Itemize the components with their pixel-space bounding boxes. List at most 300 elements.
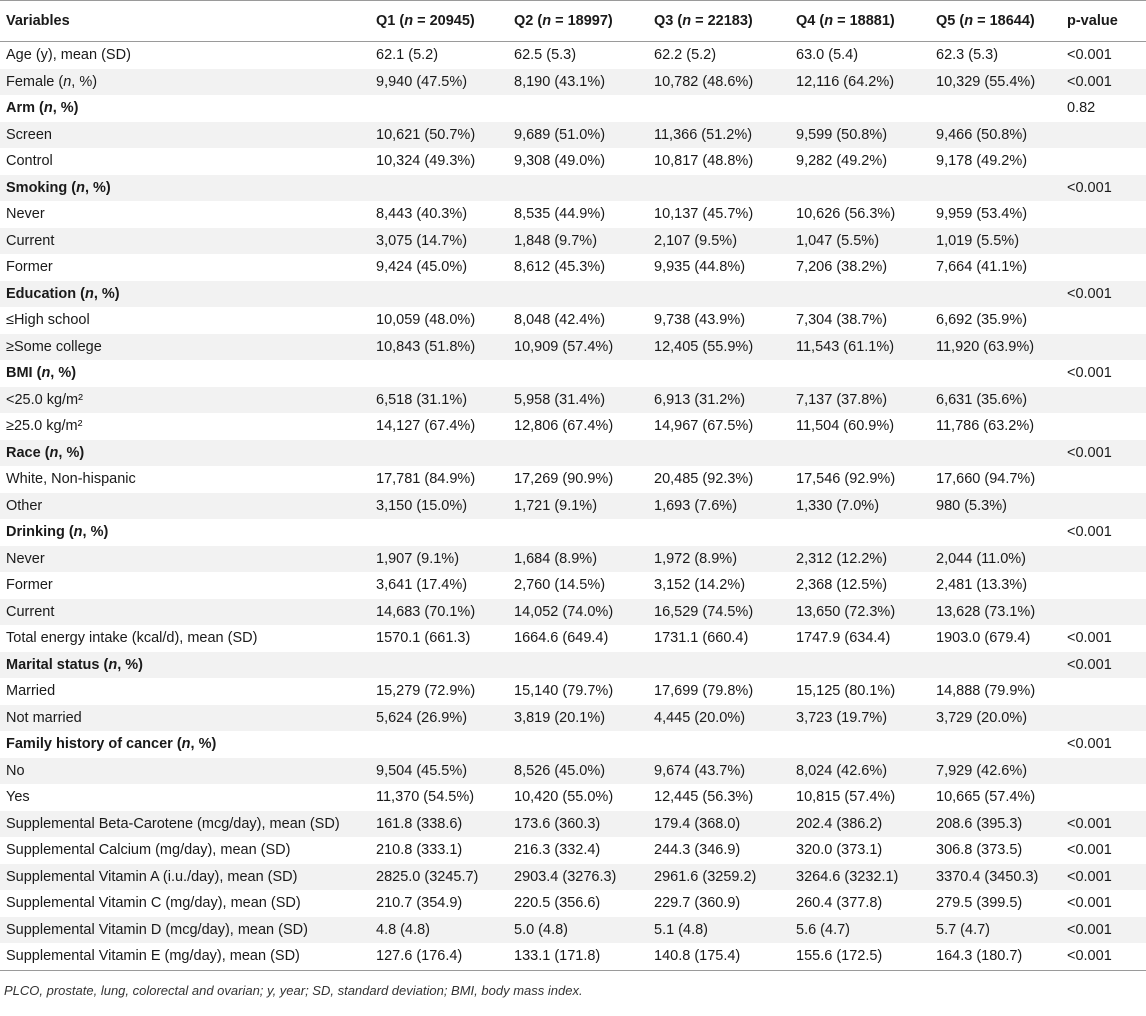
cell-q3: 17,699 (79.8%)	[654, 683, 754, 699]
cell-q5	[930, 731, 1065, 758]
header-count: = 18881)	[833, 13, 895, 29]
row-label: Married	[6, 683, 56, 699]
table-row	[0, 625, 1146, 652]
table-row	[0, 864, 1146, 891]
cell-q3	[648, 731, 790, 758]
cell-q4: 9,282 (49.2%)	[796, 153, 888, 169]
cell-p-value	[1065, 201, 1146, 228]
cell-q2: 133.1 (171.8)	[508, 943, 648, 970]
cell-q1	[370, 175, 508, 202]
cell-q4	[790, 281, 930, 308]
cell-q2: 8,048 (42.4%)	[514, 312, 606, 328]
cell-q1	[370, 519, 508, 546]
cell-q5: 10,665 (57.4%)	[936, 789, 1036, 805]
cell-q1: 10,843 (51.8%)	[376, 338, 476, 355]
cell-q1: 9,940 (47.5%)	[376, 73, 468, 90]
cell-p-value	[1065, 758, 1146, 785]
row-label: No	[6, 762, 25, 779]
cell-p-value: <0.001	[1067, 444, 1112, 461]
row-label: Former	[6, 577, 53, 593]
cell-q5: 13,628 (73.1%)	[936, 603, 1036, 620]
cell-q5: 2,044 (11.0%)	[936, 550, 1027, 567]
section-row	[0, 519, 1146, 546]
cell-q2: 8,612 (45.3%)	[514, 259, 606, 275]
cell-p-value: <0.001	[1067, 868, 1112, 885]
cell-p-value: <0.001	[1067, 365, 1112, 381]
section-row	[0, 95, 1146, 122]
cell-q5	[930, 281, 1065, 308]
cell-q2: 14,052 (74.0%)	[514, 603, 614, 620]
row-label: Screen	[6, 126, 52, 143]
cell-q1: 6,518 (31.1%)	[376, 391, 468, 408]
row-label: Former	[6, 259, 53, 275]
cell-p-value: <0.001	[1067, 630, 1112, 646]
cell-q2: 8,535 (44.9%)	[514, 206, 606, 222]
cell-q2: 216.3 (332.4)	[514, 842, 601, 858]
cell-q2	[508, 731, 648, 758]
cell-q3	[648, 360, 790, 387]
cell-q2: 10,909 (57.4%)	[514, 338, 614, 355]
cell-q1: 10,059 (48.0%)	[376, 312, 476, 328]
cell-q2	[508, 281, 648, 308]
cell-q1: 1570.1 (661.3)	[376, 630, 471, 646]
cell-q4: 63.0 (5.4)	[796, 47, 859, 63]
cell-q1: 11,370 (54.5%)	[376, 789, 475, 805]
cell-q4: 11,504 (60.9%)	[796, 418, 895, 434]
cell-q1: 210.7 (354.9)	[376, 895, 463, 911]
header-q3	[648, 1, 790, 42]
cell-q1: 9,504 (45.5%)	[376, 762, 468, 779]
cell-q1: 62.1 (5.2)	[376, 47, 439, 63]
header-count: = 18997)	[551, 13, 613, 29]
cell-q5: 1,019 (5.5%)	[936, 232, 1020, 249]
cell-q1	[370, 652, 508, 679]
cell-q4: 3,723 (19.7%)	[796, 709, 888, 726]
cell-p-value: <0.001	[1067, 736, 1112, 752]
cell-q4: 8,024 (42.6%)	[796, 762, 888, 779]
table-row	[0, 334, 1146, 361]
header-n: n	[542, 13, 552, 29]
cell-q4	[790, 360, 930, 387]
table-row	[0, 201, 1146, 228]
row-label: Supplemental Beta-Carotene (mcg/day), mean (SD)	[6, 815, 340, 832]
row-label: Age (y), mean (SD)	[6, 47, 131, 63]
cell-p-value	[1065, 307, 1146, 334]
cell-q2	[508, 519, 648, 546]
table-row	[0, 599, 1146, 626]
cell-q3: 10,817 (48.8%)	[654, 153, 754, 169]
cell-q5: 208.6 (395.3)	[936, 815, 1023, 832]
header-text: p-value	[1067, 13, 1118, 29]
row-label: White, Non-hispanic	[6, 471, 136, 487]
header-text: Q5 (	[936, 13, 965, 29]
cell-q4: 7,304 (38.7%)	[796, 312, 888, 328]
cell-q1: 14,127 (67.4%)	[376, 418, 476, 434]
cell-q3	[648, 652, 790, 679]
cell-q1: 210.8 (333.1)	[376, 842, 463, 858]
header-q1	[370, 1, 508, 42]
cell-q3: 229.7 (360.9)	[654, 895, 741, 911]
cell-q5: 7,929 (42.6%)	[936, 762, 1028, 779]
row-label: Supplemental Vitamin D (mcg/day), mean (SD)	[6, 921, 308, 938]
italic-n: n	[43, 100, 53, 116]
cell-q5: 9,466 (50.8%)	[936, 126, 1028, 143]
table-row	[0, 387, 1146, 414]
row-label: Current	[6, 232, 55, 249]
cell-q5: 980 (5.3%)	[936, 497, 1007, 514]
row-label: Supplemental Calcium (mg/day), mean (SD)	[6, 842, 291, 858]
cell-p-value: <0.001	[1067, 895, 1112, 911]
row-label: Never	[6, 550, 45, 567]
row-label: Yes	[6, 789, 30, 805]
table-row	[0, 917, 1146, 944]
cell-q3: 16,529 (74.5%)	[654, 603, 754, 620]
cell-q2	[508, 652, 648, 679]
cell-p-value: <0.001	[1067, 921, 1112, 938]
table-row	[0, 307, 1146, 334]
cell-q3: 244.3 (346.9)	[654, 842, 741, 858]
cell-q3: 1,693 (7.6%)	[654, 497, 738, 514]
cell-q1: 14,683 (70.1%)	[376, 603, 476, 620]
cell-q2: 1,721 (9.1%)	[514, 497, 598, 514]
cell-q5: 14,888 (79.9%)	[936, 683, 1036, 699]
cell-q2: 1,684 (8.9%)	[514, 550, 598, 567]
cell-p-value: <0.001	[1067, 285, 1112, 302]
cell-p-value	[1065, 148, 1146, 175]
cell-p-value	[1065, 705, 1146, 732]
cell-q5: 11,920 (63.9%)	[936, 338, 1035, 355]
cell-q2	[508, 360, 648, 387]
table-row	[0, 493, 1146, 520]
cell-q4: 11,543 (61.1%)	[796, 338, 895, 355]
cell-p-value	[1065, 572, 1146, 599]
cell-q4: 1,047 (5.5%)	[796, 232, 880, 249]
cell-q3: 1,972 (8.9%)	[654, 550, 738, 567]
cell-p-value: <0.001	[1067, 73, 1112, 90]
cell-q2: 1664.6 (649.4)	[514, 630, 609, 646]
header-variables	[0, 1, 370, 42]
header-text: Q1 (	[376, 13, 405, 29]
cell-p-value: <0.001	[1067, 842, 1112, 858]
cell-q5: 10,329 (55.4%)	[936, 73, 1036, 90]
header-count: = 20945)	[413, 13, 475, 29]
cell-q3: 12,405 (55.9%)	[654, 338, 754, 355]
cell-p-value	[1065, 228, 1146, 255]
cell-q1: 15,279 (72.9%)	[376, 683, 476, 699]
cell-q5: 279.5 (399.5)	[936, 895, 1023, 911]
cell-q5	[930, 519, 1065, 546]
header-q2	[508, 1, 648, 42]
cell-p-value	[1065, 387, 1146, 414]
row-label: ≥25.0 kg/m²	[6, 418, 83, 434]
header-n: n	[964, 13, 974, 29]
header-q4	[790, 1, 930, 42]
cell-q2: 9,689 (51.0%)	[514, 126, 606, 143]
cell-q2: 1,848 (9.7%)	[514, 232, 598, 249]
cell-q3: 1731.1 (660.4)	[654, 630, 749, 646]
cell-q1: 4.8 (4.8)	[376, 921, 430, 938]
cell-q4: 12,116 (64.2%)	[796, 73, 895, 90]
cell-q1: 161.8 (338.6)	[376, 815, 463, 832]
cell-q4: 10,626 (56.3%)	[796, 206, 896, 222]
cell-q3: 9,935 (44.8%)	[654, 259, 746, 275]
cell-q4	[790, 440, 930, 467]
section-label: Race (n, %)	[6, 444, 85, 461]
cell-q5: 3370.4 (3450.3)	[936, 868, 1039, 885]
section-label: Drinking (n, %)	[6, 524, 109, 540]
cell-q4: 2,312 (12.2%)	[796, 550, 888, 567]
header-row	[0, 1, 1146, 42]
row-label: Supplemental Vitamin C (mg/day), mean (SD)	[6, 895, 301, 911]
section-label: Education (n, %)	[6, 285, 120, 302]
cell-q1: 2825.0 (3245.7)	[376, 868, 479, 885]
header-n: n	[682, 13, 692, 29]
cell-q5	[930, 440, 1065, 467]
cell-q2	[508, 440, 648, 467]
cell-p-value	[1065, 546, 1146, 573]
cell-q3: 179.4 (368.0)	[654, 815, 741, 832]
cell-q1	[370, 731, 508, 758]
row-label: Other	[6, 497, 43, 514]
cell-q1: 5,624 (26.9%)	[376, 709, 468, 726]
cell-q2: 5.0 (4.8)	[514, 921, 568, 938]
table-body	[0, 42, 1146, 971]
cell-q5: 9,959 (53.4%)	[936, 206, 1028, 222]
cell-p-value	[1065, 678, 1146, 705]
table-row	[0, 254, 1146, 281]
table-row	[0, 837, 1146, 864]
cell-q3: 9,738 (43.9%)	[654, 312, 746, 328]
cell-q2: 5,958 (31.4%)	[514, 391, 606, 408]
cell-q5: 62.3 (5.3)	[936, 47, 999, 63]
cell-q3: 2961.6 (3259.2)	[654, 868, 757, 885]
cell-q2: 2,760 (14.5%)	[514, 577, 606, 593]
section-label: Arm (n, %)	[6, 100, 79, 116]
row-label: Not married	[6, 709, 82, 726]
cell-q1	[370, 360, 508, 387]
cell-q4	[790, 731, 930, 758]
cell-q5: 5.7 (4.7)	[936, 921, 990, 938]
header-n: n	[404, 13, 414, 29]
cell-p-value	[1065, 334, 1146, 361]
cell-q1	[370, 95, 508, 122]
cell-q2: 220.5 (356.6)	[514, 895, 601, 911]
row-label: Control	[6, 153, 53, 169]
row-label: ≥Some college	[6, 338, 102, 355]
table-row	[0, 148, 1146, 175]
table-row	[0, 784, 1146, 811]
cell-q4: 1747.9 (634.4)	[796, 630, 891, 646]
section-row	[0, 360, 1146, 387]
row-label: <25.0 kg/m²	[6, 391, 83, 408]
cell-q3: 10,782 (48.6%)	[654, 73, 754, 90]
cell-q3: 14,967 (67.5%)	[654, 418, 754, 434]
cell-q3: 3,152 (14.2%)	[654, 577, 746, 593]
table-row	[0, 811, 1146, 838]
cell-q5: 306.8 (373.5)	[936, 842, 1023, 858]
row-label: Total energy intake (kcal/d), mean (SD)	[6, 630, 258, 646]
cell-q5: 2,481 (13.3%)	[936, 577, 1028, 593]
cell-q3: 62.2 (5.2)	[654, 47, 717, 63]
table-row	[0, 42, 1146, 69]
cell-q5: 6,631 (35.6%)	[936, 391, 1028, 408]
cell-q4: 15,125 (80.1%)	[796, 683, 896, 699]
table-row	[0, 943, 1146, 970]
table-row	[0, 572, 1146, 599]
cell-q1	[370, 440, 508, 467]
italic-n: n	[84, 285, 94, 302]
row-label: Supplemental Vitamin A (i.u./day), mean (SD)	[6, 868, 298, 885]
cell-p-value	[1065, 466, 1146, 493]
section-label: Marital status (n, %)	[6, 656, 143, 673]
italic-n: n	[181, 736, 191, 752]
cell-q5: 1903.0 (679.4)	[936, 630, 1031, 646]
cell-q3: 140.8 (175.4)	[648, 943, 790, 970]
header-text: Variables	[6, 13, 70, 29]
table-header	[0, 1, 1146, 42]
cell-p-value: <0.001	[1065, 943, 1146, 970]
table-row	[0, 546, 1146, 573]
cell-q4: 1,330 (7.0%)	[796, 497, 880, 514]
cell-p-value	[1065, 784, 1146, 811]
table-row	[0, 890, 1146, 917]
cell-q1: 127.6 (176.4)	[370, 943, 508, 970]
cell-q3: 4,445 (20.0%)	[654, 709, 746, 726]
header-text: Q2 (	[514, 13, 543, 29]
table-row	[0, 122, 1146, 149]
cell-q5: 3,729 (20.0%)	[936, 709, 1028, 726]
cell-q4	[790, 519, 930, 546]
cell-q4: 7,206 (38.2%)	[796, 259, 888, 275]
cell-q4: 7,137 (37.8%)	[796, 391, 888, 408]
cell-q3: 20,485 (92.3%)	[654, 471, 754, 487]
cell-q2: 8,190 (43.1%)	[514, 73, 606, 90]
table-row	[0, 228, 1146, 255]
cell-q1: 10,324 (49.3%)	[376, 153, 476, 169]
cell-p-value	[1065, 493, 1146, 520]
cell-q1: 1,907 (9.1%)	[376, 550, 460, 567]
cell-q5: 17,660 (94.7%)	[936, 471, 1036, 487]
cell-q2: 2903.4 (3276.3)	[514, 868, 617, 885]
cell-q4: 260.4 (377.8)	[796, 895, 883, 911]
cell-q1: 10,621 (50.7%)	[376, 126, 476, 143]
cell-q4: 17,546 (92.9%)	[796, 471, 896, 487]
section-row	[0, 175, 1146, 202]
cell-p-value: <0.001	[1067, 179, 1112, 196]
cell-q2	[508, 175, 648, 202]
cell-q4: 9,599 (50.8%)	[796, 126, 888, 143]
table-row	[0, 758, 1146, 785]
cell-q2: 17,269 (90.9%)	[514, 471, 614, 487]
cell-q3	[648, 175, 790, 202]
row-label: Supplemental Vitamin E (mg/day), mean (SD)	[0, 943, 370, 970]
cell-q3: 12,445 (56.3%)	[654, 789, 754, 805]
cell-q1: 3,641 (17.4%)	[376, 577, 468, 593]
cell-q2	[508, 95, 648, 122]
cell-p-value	[1065, 413, 1146, 440]
italic-n: n	[108, 656, 118, 673]
table-row	[0, 678, 1146, 705]
header-n: n	[824, 13, 834, 29]
cell-q2: 10,420 (55.0%)	[514, 789, 614, 805]
italic-n: n	[49, 444, 59, 461]
cell-q2: 8,526 (45.0%)	[514, 762, 606, 779]
table-row	[0, 413, 1146, 440]
cell-q4: 3264.6 (3232.1)	[796, 868, 899, 885]
cell-q4: 5.6 (4.7)	[796, 921, 850, 938]
cell-q4	[790, 175, 930, 202]
header-p-value	[1065, 1, 1146, 42]
cell-q5: 164.3 (180.7)	[930, 943, 1065, 970]
section-label: Smoking (n, %)	[6, 179, 111, 196]
cell-q4	[790, 95, 930, 122]
cell-q2: 173.6 (360.3)	[514, 815, 601, 832]
cell-q5	[930, 652, 1065, 679]
cell-q4: 155.6 (172.5)	[790, 943, 930, 970]
cell-q2: 3,819 (20.1%)	[514, 709, 606, 726]
cell-q5	[930, 360, 1065, 387]
header-text: Q3 (	[654, 13, 683, 29]
cell-p-value	[1065, 254, 1146, 281]
cell-p-value	[1065, 122, 1146, 149]
row-label: Never	[6, 206, 45, 222]
cell-p-value: <0.001	[1067, 524, 1112, 540]
cell-q5: 6,692 (35.9%)	[936, 312, 1028, 328]
cell-q1: 9,424 (45.0%)	[376, 259, 468, 275]
table-row	[0, 69, 1146, 96]
cell-q3: 5.1 (4.8)	[654, 921, 708, 938]
cell-q1: 3,150 (15.0%)	[376, 497, 468, 514]
section-row	[0, 731, 1146, 758]
table-footnote: PLCO, prostate, lung, colorectal and ovarian; y, year; SD, standard deviation; BMI, body mass index.	[4, 982, 583, 998]
cell-q1: 3,075 (14.7%)	[376, 232, 468, 249]
cell-q3	[648, 519, 790, 546]
cell-q4: 13,650 (72.3%)	[796, 603, 896, 620]
section-label: Family history of cancer (n, %)	[6, 736, 217, 752]
section-row	[0, 440, 1146, 467]
cell-q4: 2,368 (12.5%)	[796, 577, 888, 593]
header-text: Q4 (	[796, 13, 825, 29]
header-q5	[930, 1, 1065, 42]
cell-p-value: <0.001	[1067, 815, 1112, 832]
cell-q1	[370, 281, 508, 308]
cell-q3: 11,366 (51.2%)	[654, 126, 753, 143]
cell-q2: 62.5 (5.3)	[514, 47, 577, 63]
cell-q2: 12,806 (67.4%)	[514, 418, 614, 434]
cell-q5	[930, 175, 1065, 202]
cell-q3: 10,137 (45.7%)	[654, 206, 754, 222]
cell-p-value: <0.001	[1067, 656, 1112, 673]
cell-q4	[790, 652, 930, 679]
section-row	[0, 652, 1146, 679]
cell-q4: 320.0 (373.1)	[796, 842, 883, 858]
italic-n: n	[63, 73, 72, 90]
cell-q4: 10,815 (57.4%)	[796, 789, 896, 805]
cell-q5	[930, 95, 1065, 122]
cell-q1: 8,443 (40.3%)	[376, 206, 468, 222]
table-row	[0, 705, 1146, 732]
row-label: ≤High school	[6, 312, 90, 328]
cell-p-value: 0.82	[1067, 100, 1096, 116]
italic-n: n	[41, 365, 51, 381]
cell-q5: 9,178 (49.2%)	[936, 153, 1028, 169]
cell-q1: 17,781 (84.9%)	[376, 471, 476, 487]
cell-q3: 2,107 (9.5%)	[654, 232, 738, 249]
cell-q3: 9,674 (43.7%)	[654, 762, 746, 779]
header-count: = 18644)	[973, 13, 1035, 29]
italic-n: n	[76, 179, 85, 196]
row-label: Current	[6, 603, 55, 620]
